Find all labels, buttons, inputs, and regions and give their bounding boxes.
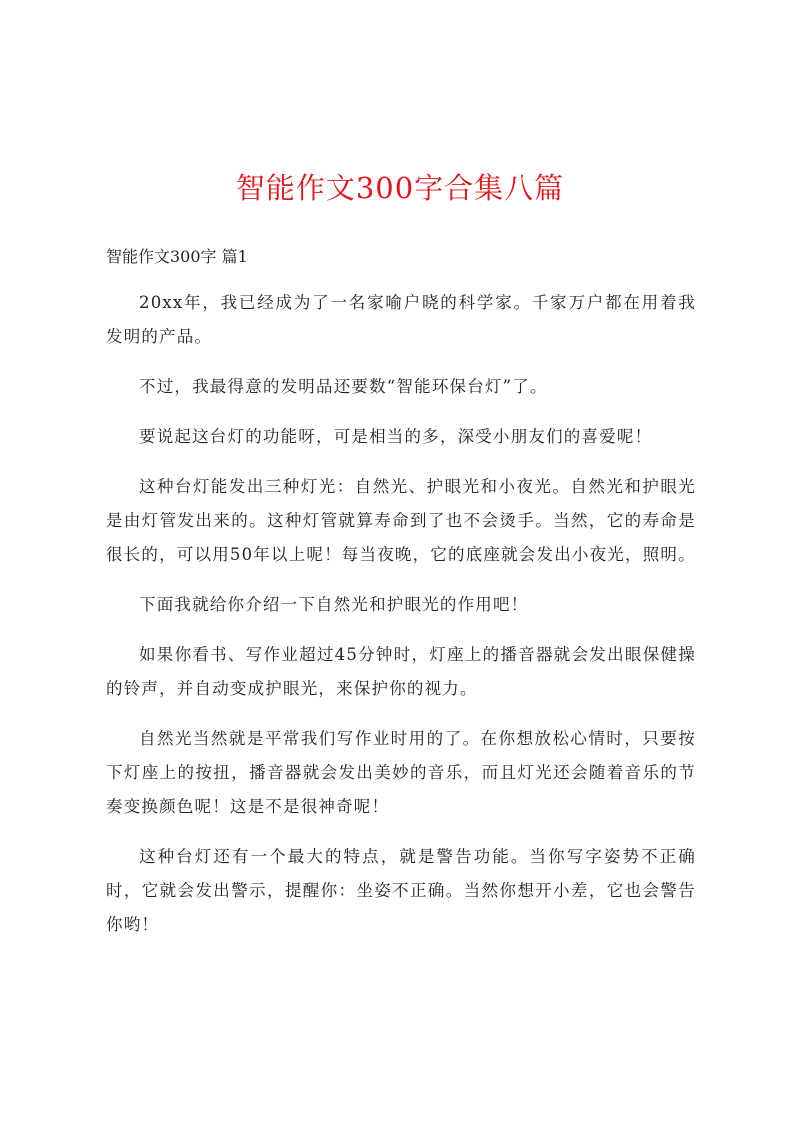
section-heading: 智能作文300字 篇1 xyxy=(106,247,248,266)
paragraph: 这种台灯能发出三种灯光：自然光、护眼光和小夜光。自然光和护眼光是由灯管发出来的。这种灯管就算寿命到了也不会烫手。当然，它的寿命是很长的，可以用50年以上呢！每当夜晚，它的底座就会发出小夜光，照明。 xyxy=(106,477,696,564)
paragraph: 如果你看书、写作业超过45分钟时，灯座上的播音器就会发出眼保健操的铃声，并自动变成护眼光，来保护你的视力。 xyxy=(106,645,696,698)
paragraph: 要说起这台灯的功能呀，可是相当的多，深受小朋友们的喜爱呢！ xyxy=(139,427,653,446)
page-title: 智能作文300字合集八篇 xyxy=(235,171,565,205)
paragraph: 自然光当然就是平常我们写作业时用的了。在你想放松心情时，只要按下灯座上的按扭，播音器就会发出美妙的音乐，而且灯光还会随着音乐的节奏变换颜色呢！这是不是很神奇呢！ xyxy=(106,729,696,816)
paragraph: 不过，我最得意的发明品还要数“智能环保台灯”了。 xyxy=(139,377,548,396)
paragraph: 这种台灯还有一个最大的特点，就是警告功能。当你写字姿势不正确时，它就会发出警示，提醒你：坐姿不正确。当然你想开小差，它也会警告你哟！ xyxy=(106,847,696,934)
paragraph: 20xx年，我已经成为了一名家喻户晓的科学家。千家万户都在用着我发明的产品。 xyxy=(106,293,696,346)
paragraph: 下面我就给你介绍一下自然光和护眼光的作用吧！ xyxy=(139,595,529,614)
article-body xyxy=(106,286,696,958)
